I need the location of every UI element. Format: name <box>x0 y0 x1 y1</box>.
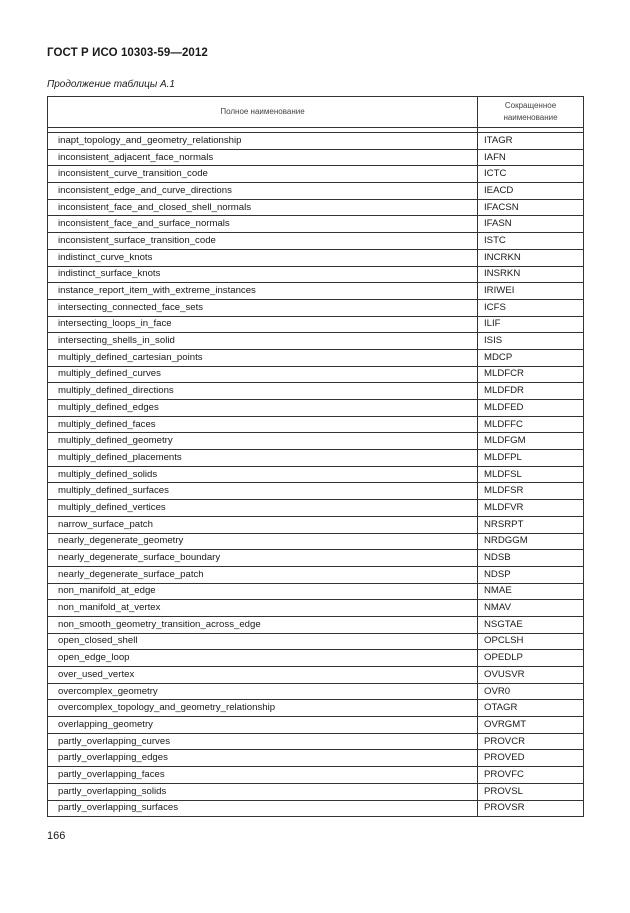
short-name-cell: ISIS <box>478 333 584 350</box>
table-row <box>48 283 584 300</box>
short-name-cell: MLDFPL <box>478 450 584 467</box>
short-name-cell: MLDFDR <box>478 383 584 400</box>
table-row <box>48 450 584 467</box>
table-row <box>48 416 584 433</box>
full-name-cell: inconsistent_surface_transition_code <box>48 233 478 250</box>
table-row <box>48 650 584 667</box>
table-row <box>48 166 584 183</box>
short-name-cell: PROVSR <box>478 800 584 817</box>
full-name-cell: non_smooth_geometry_transition_across_edge <box>48 616 478 633</box>
short-name-cell: NMAE <box>478 583 584 600</box>
short-name-cell: OVRGMT <box>478 717 584 734</box>
table-row <box>48 233 584 250</box>
short-name-cell: PROVFC <box>478 767 584 784</box>
column-header-full-name: Полное наименование <box>48 97 478 128</box>
full-name-cell: narrow_surface_patch <box>48 516 478 533</box>
table-row <box>48 383 584 400</box>
table-row <box>48 750 584 767</box>
table-row <box>48 483 584 500</box>
table-row <box>48 667 584 684</box>
document-code-header: ГОСТ Р ИСО 10303-59—2012 <box>47 47 208 59</box>
short-name-cell: IEACD <box>478 183 584 200</box>
short-name-cell: MLDFVR <box>478 500 584 517</box>
column-header-short-name: Сокращенное наименование <box>478 97 584 128</box>
table-row <box>48 349 584 366</box>
table-row <box>48 533 584 550</box>
short-name-cell: ISTC <box>478 233 584 250</box>
table-row <box>48 299 584 316</box>
table-row <box>48 616 584 633</box>
full-name-cell: inconsistent_face_and_surface_normals <box>48 216 478 233</box>
short-name-cell: OVR0 <box>478 683 584 700</box>
table-row <box>48 133 584 150</box>
short-name-cell: ILIF <box>478 316 584 333</box>
full-name-cell: inconsistent_face_and_closed_shell_normals <box>48 199 478 216</box>
table-row <box>48 266 584 283</box>
full-name-cell: partly_overlapping_edges <box>48 750 478 767</box>
table-row <box>48 733 584 750</box>
table-row <box>48 466 584 483</box>
short-name-cell: MLDFFC <box>478 416 584 433</box>
full-name-cell: indistinct_curve_knots <box>48 249 478 266</box>
short-name-cell: MLDFSR <box>478 483 584 500</box>
table-row <box>48 183 584 200</box>
table-row <box>48 199 584 216</box>
table-row <box>48 600 584 617</box>
full-name-cell: intersecting_loops_in_face <box>48 316 478 333</box>
short-name-cell: PROVCR <box>478 733 584 750</box>
full-name-cell: open_edge_loop <box>48 650 478 667</box>
full-name-cell: partly_overlapping_solids <box>48 783 478 800</box>
short-name-cell: NMAV <box>478 600 584 617</box>
full-name-cell: instance_report_item_with_extreme_instances <box>48 283 478 300</box>
table-row <box>48 767 584 784</box>
full-name-cell: over_used_vertex <box>48 667 478 684</box>
short-name-cell: IRIWEI <box>478 283 584 300</box>
short-name-cell: IFACSN <box>478 199 584 216</box>
full-name-cell: multiply_defined_edges <box>48 400 478 417</box>
short-name-cell: IAFN <box>478 149 584 166</box>
full-name-cell: overcomplex_geometry <box>48 683 478 700</box>
full-name-cell: non_manifold_at_edge <box>48 583 478 600</box>
short-name-cell: OTAGR <box>478 700 584 717</box>
full-name-cell: inapt_topology_and_geometry_relationship <box>48 133 478 150</box>
short-name-cell: MLDFGM <box>478 433 584 450</box>
full-name-cell: multiply_defined_directions <box>48 383 478 400</box>
table-row <box>48 583 584 600</box>
table-row <box>48 249 584 266</box>
short-name-cell: ICTC <box>478 166 584 183</box>
full-name-cell: indistinct_surface_knots <box>48 266 478 283</box>
full-name-cell: inconsistent_curve_transition_code <box>48 166 478 183</box>
full-name-cell: partly_overlapping_curves <box>48 733 478 750</box>
short-name-cell: MDCP <box>478 349 584 366</box>
table-row <box>48 550 584 567</box>
short-name-cell: NRDGGM <box>478 533 584 550</box>
table-row <box>48 500 584 517</box>
full-name-cell: multiply_defined_cartesian_points <box>48 349 478 366</box>
short-name-cell: PROVED <box>478 750 584 767</box>
short-name-cell: MLDFCR <box>478 366 584 383</box>
table-row <box>48 216 584 233</box>
full-name-cell: overlapping_geometry <box>48 717 478 734</box>
table-row <box>48 566 584 583</box>
table-row <box>48 333 584 350</box>
full-name-cell: intersecting_connected_face_sets <box>48 299 478 316</box>
short-name-cell: MLDFED <box>478 400 584 417</box>
full-name-cell: overcomplex_topology_and_geometry_relationship <box>48 700 478 717</box>
table-row <box>48 366 584 383</box>
full-name-cell: open_closed_shell <box>48 633 478 650</box>
full-name-cell: multiply_defined_curves <box>48 366 478 383</box>
short-name-cell: NRSRPT <box>478 516 584 533</box>
full-name-cell: nearly_degenerate_surface_patch <box>48 566 478 583</box>
full-name-cell: inconsistent_edge_and_curve_directions <box>48 183 478 200</box>
full-name-cell: multiply_defined_faces <box>48 416 478 433</box>
full-name-cell: multiply_defined_vertices <box>48 500 478 517</box>
full-name-cell: multiply_defined_placements <box>48 450 478 467</box>
short-name-cell: PROVSL <box>478 783 584 800</box>
table-row <box>48 683 584 700</box>
short-name-cell: ICFS <box>478 299 584 316</box>
short-name-cell: NSGTAE <box>478 616 584 633</box>
table-body <box>48 133 584 817</box>
table-row <box>48 717 584 734</box>
full-name-cell: inconsistent_adjacent_face_normals <box>48 149 478 166</box>
full-name-cell: multiply_defined_surfaces <box>48 483 478 500</box>
short-name-cell: NDSP <box>478 566 584 583</box>
full-name-cell: multiply_defined_geometry <box>48 433 478 450</box>
table-row <box>48 700 584 717</box>
table-row <box>48 633 584 650</box>
short-name-cell: MLDFSL <box>478 466 584 483</box>
full-name-cell: nearly_degenerate_geometry <box>48 533 478 550</box>
full-name-cell: partly_overlapping_faces <box>48 767 478 784</box>
table-row <box>48 400 584 417</box>
table-row <box>48 149 584 166</box>
full-name-cell: intersecting_shells_in_solid <box>48 333 478 350</box>
short-name-cell: IFASN <box>478 216 584 233</box>
table-header-row <box>48 97 584 128</box>
table-row <box>48 316 584 333</box>
table-row <box>48 516 584 533</box>
abbreviations-table <box>47 96 584 817</box>
short-name-cell: OVUSVR <box>478 667 584 684</box>
short-name-cell: INCRKN <box>478 249 584 266</box>
full-name-cell: non_manifold_at_vertex <box>48 600 478 617</box>
short-name-cell: OPCLSH <box>478 633 584 650</box>
table-row <box>48 800 584 817</box>
full-name-cell: partly_overlapping_surfaces <box>48 800 478 817</box>
page-number: 166 <box>47 830 66 842</box>
table-row <box>48 783 584 800</box>
short-name-cell: INSRKN <box>478 266 584 283</box>
table-row <box>48 433 584 450</box>
full-name-cell: nearly_degenerate_surface_boundary <box>48 550 478 567</box>
full-name-cell: multiply_defined_solids <box>48 466 478 483</box>
short-name-cell: ITAGR <box>478 133 584 150</box>
table-caption: Продолжение таблицы A.1 <box>47 79 175 90</box>
short-name-cell: NDSB <box>478 550 584 567</box>
short-name-cell: OPEDLP <box>478 650 584 667</box>
